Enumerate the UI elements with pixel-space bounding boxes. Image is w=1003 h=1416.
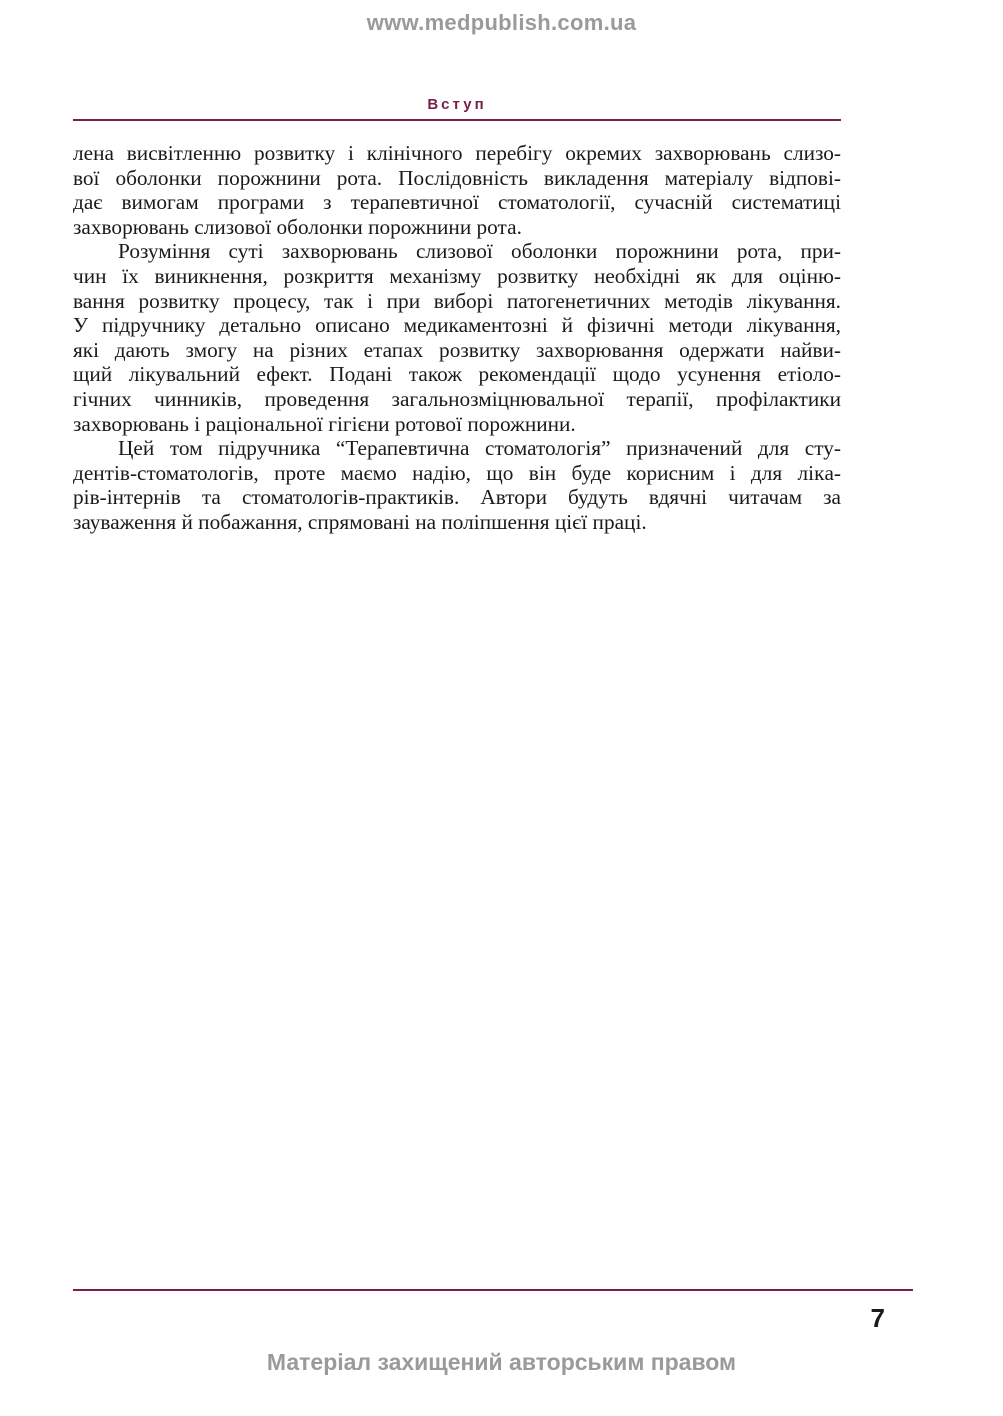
- text-line: лена висвітленню розвитку і клінічного перебігу окремих захворювань слизо-: [73, 141, 841, 165]
- body-text: [73, 141, 841, 535]
- watermark-top: www.medpublish.com.ua: [366, 10, 637, 35]
- paragraph-1: [73, 141, 841, 239]
- text-line: Розуміння суті захворювань слизової оболонки порожнини рота, при-: [118, 239, 841, 264]
- page-number: 7: [870, 1303, 885, 1333]
- text-line: захворювань і раціональної гігієни ротової порожнини.: [73, 411, 576, 436]
- text-line: чин їх виникнення, розкриття механізму розвитку необхідні як для оціню-: [73, 263, 841, 288]
- watermark-bottom: Матеріал захищений авторським правом: [266, 1349, 737, 1375]
- text-line: щий лікувальний ефект. Подані також рекомендації щодо усунення етіоло-: [73, 362, 841, 387]
- paragraph-2: [73, 239, 841, 436]
- paragraph-3: [73, 436, 841, 534]
- text-line: гічних чинників, проведення загальнозміцнювальної терапії, профілактики: [73, 386, 841, 411]
- text-line: дентів-стоматологів, проте маємо надію, що він буде корисним і для лікa-: [73, 460, 841, 485]
- text-line: які дають змогу на різних етапах розвитку захворювання одержати найви-: [73, 337, 841, 362]
- running-head: Вступ: [427, 96, 487, 113]
- text-line: У підручнику детально описано медикаментозні й фізичні методи лікування,: [73, 313, 841, 338]
- text-line: Цей том підручника “Терапевтична стоматологія” призначений для сту-: [118, 436, 841, 461]
- footer-rule: [73, 1289, 913, 1291]
- text-line: рів-інтернів та стоматологів-практиків. Автори будуть вдячні читачам за: [73, 485, 841, 510]
- text-line: зауваження й побажання, спрямовані на поліпшення цієї праці.: [73, 509, 647, 534]
- text-line: дає вимогам програми з терапевтичної стоматології, сучасній систематиці: [73, 190, 841, 215]
- text-line: вої оболонки порожнини рота. Послідовність викладення матеріалу відпові-: [73, 165, 841, 190]
- header-rule: [73, 119, 841, 121]
- text-line: захворювань слизової оболонки порожнини рота.: [73, 214, 522, 239]
- text-line: вання розвитку процесу, так і при виборі патогенетичних методів лікування.: [73, 288, 841, 313]
